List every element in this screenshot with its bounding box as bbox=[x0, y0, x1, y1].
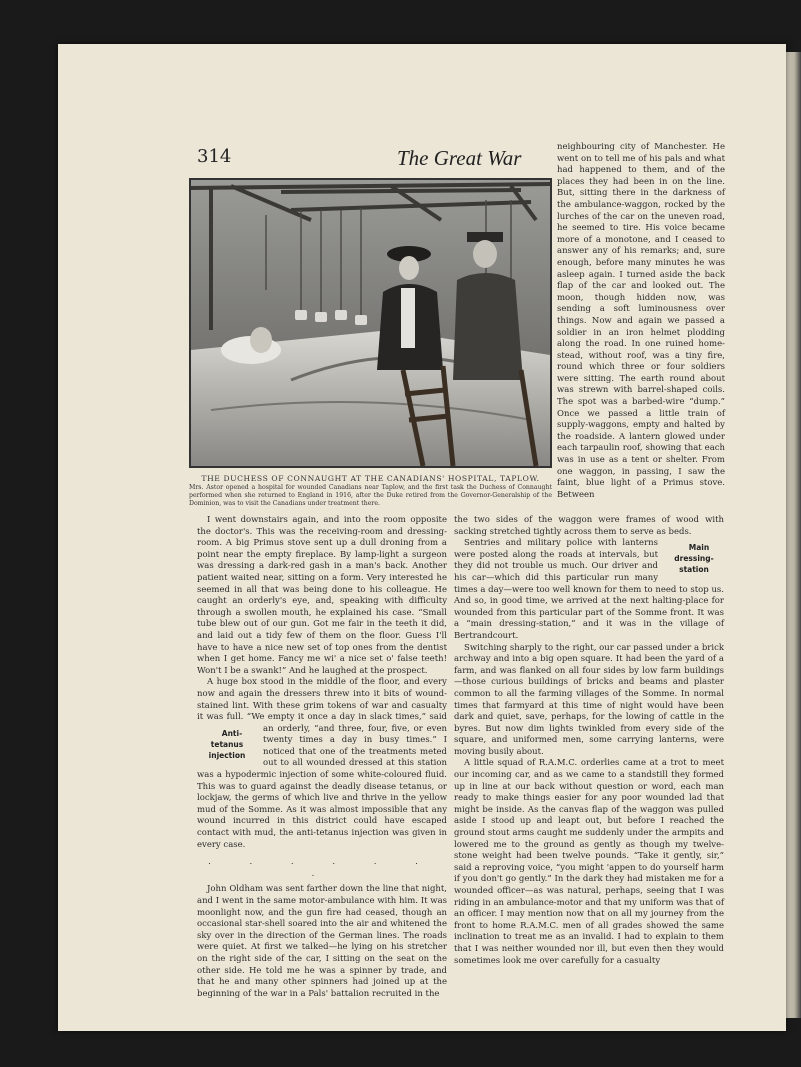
paragraph: Switching sharply to the right, our car passed under a brick archway and into a big open square. It had been the yard of a farm, and was flanked on all four sides by low farm buildings—those curious buildings of bricks and beams and plaster common to all the farming villages of the Somme. In normal times that farmyard at this time of night would have been dark and quiet, save, perhaps, for the lowing of cattle in the byres. But now dim lights twinkled from every side of the square, and uniformed men, some carrying lanterns, were moving busily about. bbox=[454, 642, 724, 757]
paragraph: neighbouring city of Manchester. He went on to tell me of his pals and what had happened to them, and of the places they had been in on the line. But, sitting there in the darkness of the ambulance-waggon, rocked by the lurches of the car on the uneven road, he seemed to tire. His voice became more of a monotone, and I ceased to answer any of his remarks; and, sure enough, before many minutes he was asleep again. I turned aside the back flap of the car and looked out. The moon, though hidden now, was sending a soft luminousness over things. Now and again we passed a soldier in an iron helmet plodding along the road. In one ruined home-stead, without roof, was a tiny fire, round which three or four soldiers were sitting. The earth round about was strewn with barrel-shaped coils. The spot was a barbed-wire “dump.” Once we passed a little train of supply-waggons, empty and halted by the roadside. A lantern glowed under each tarpaulin roof, showing that each was in use as a tent or shelter. From one waggon, in passing, I saw the faint, blue light of a Primus stove. Between bbox=[557, 142, 725, 500]
paragraph bbox=[197, 677, 447, 851]
paragraph: the two sides of the waggon were frames of wood with sacking stretched tightly across them to serve as beds. bbox=[454, 515, 724, 537]
paragraph: A little squad of R.A.M.C. orderlies came at a trot to meet our incoming car, and as we came to a standstill they formed up in line at our back without question or word, each man ready to make things easier for any poor wounded lad that might be inside. As the canvas flap of the waggon was pulled aside I stood up and leapt out, but before I reached the ground stout arms caught me suddenly under the armpits and lowered me to the ground as gently as though my twelve-stone weight had been twelve pounds. “Take it gently, sir,” said a reproving voice, “you might 'appen to do yourself harm if you don't go gently.” In the dark they had mistaken me for a wounded officer—as was natural, perhaps, seeing that I was riding in an ambulance-motor and that my uniform was that of an officer. I may mention now that on all my journey from the front to home R.A.M.C. men of all grades showed the same inclination to treat me as an invalid. I had to explain to them that I was neither wounded nor ill, but even then they would sometimes look me over carefully for a casualty bbox=[454, 758, 724, 966]
running-title: The Great War bbox=[397, 146, 522, 170]
section-separator: . . . . . . . bbox=[208, 857, 436, 879]
side-note-anti-tetanus: Anti-tetanus injection bbox=[208, 728, 246, 760]
paragraph-part: Sentries and military police with lanterns were posted along the roads at intervals, but they did not trouble us much. Our driver and his car—which did this particular run many times a day—were too well known for them to need to stop us. And so, in good time, we arrived at the next halting-place for wounded from this particular part of the Somme front. It was a “main dressing-station,” and it was in the village of Bertrandcourt. bbox=[454, 538, 724, 641]
book-page-edge bbox=[785, 52, 801, 1018]
page-header bbox=[197, 146, 549, 170]
page-number: 314 bbox=[197, 146, 232, 167]
figure-title: THE DUCHESS OF CONNAUGHT AT THE CANADIANS' HOSPITAL, TAPLOW. bbox=[201, 474, 540, 483]
paragraph-part: said an orderly, “and three, four, five, or even twenty times a day in busy times.” I noticed that one of the treatments meted out to all wounded dressed at this station was a hypodermic injection of some white-coloured fluid. This was to guard against the deadly disease tetanus, or lockjaw, the germs of which live and thrive in the yellow mud of the Somme. As it was almost impossible that any wound incurred in this district could have escaped contact with mud, the anti-tetanus injection was given in every case. bbox=[197, 712, 447, 850]
figure-caption: Mrs. Astor opened a hospital for wounded Canadians near Taplow, and the first task the Duchess of Connaught performed when she returned to England in 1916, after the Duke retired from the Governor-Generalship of the Dominion, was to visit the Canadians under treatment there. bbox=[189, 484, 552, 508]
left-column bbox=[197, 515, 447, 1000]
side-note-main-dressing-station: Main dressing-station bbox=[674, 543, 714, 575]
hospital-photograph bbox=[189, 178, 552, 468]
right-column-bottom bbox=[454, 515, 724, 967]
paragraph bbox=[454, 538, 724, 642]
paragraph-part: A huge box stood in the middle of the floor, and every now and again the dressers threw into it bits of wound-stained lint. With these grim tokens of war and casualty it was full. “We empty it once a day in slack times,” bbox=[197, 677, 447, 723]
paragraph: John Oldham was sent farther down the line that night, and I went in the same motor-ambulance with him. It was moonlight now, and the gun fire had ceased, though an occasional star-shell soared into the air and whitened the sky over in the direction of the German lines. The roads were quiet. At first we talked—he lying on his stretcher on the right side of the car, I sitting on the seat on the other side. He told me he was a spinner by trade, and that he and many other spinners had joined up at the beginning of the war in a Pals' battalion recruited in the bbox=[197, 884, 447, 999]
right-column-top bbox=[557, 142, 725, 501]
paragraph: I went downstairs again, and into the room opposite the doctor's. This was the receiving-room and dressing-room. A big Primus stove sent up a dull droning from a point near the empty fireplace. By lamp-light a surgeon was dressing a dark-red gash in a man's back. Another patient waited near, sitting on a form. Very interested he seemed in all that was being done to his colleague. He caught an orderly's eye, and, speaking with difficulty through a swollen mouth, he explained his case. “Small tube blew out of our gun. Got me fair in the teeth it did, and laid out a tidy few of them on the floor. Guess I'll have to have a nice new set of top ones from the dentist when I get home. Fancy me wi' a nice set o' false teeth! Won't I be a swank!” And he laughed at the prospect. bbox=[197, 515, 447, 676]
